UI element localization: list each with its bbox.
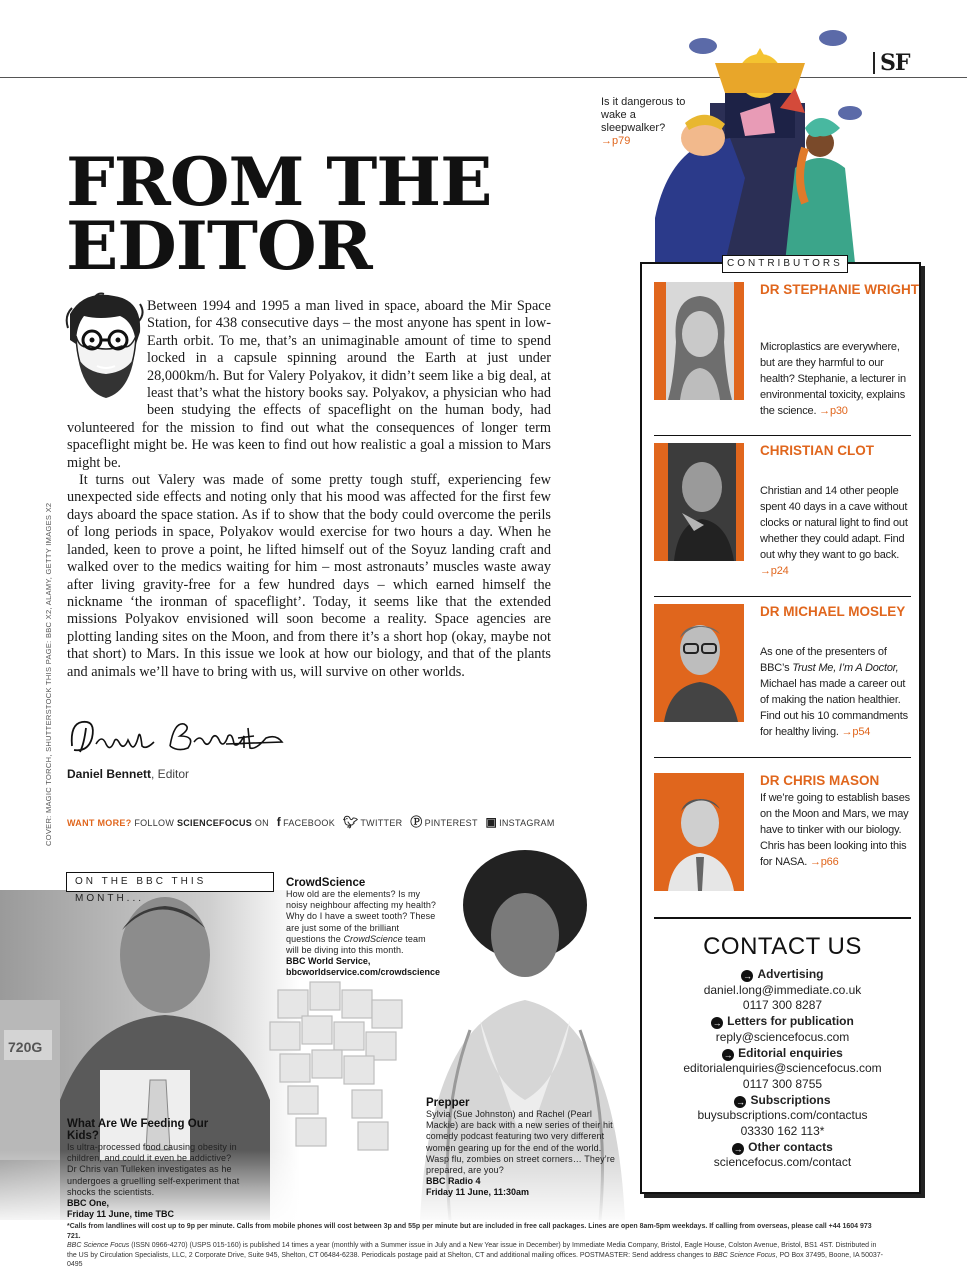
teaser-text: Is it dangerous to wake a sleepwalker?: [601, 96, 686, 134]
instagram-icon[interactable]: ▣: [485, 815, 498, 829]
editorial-body: [67, 298, 551, 681]
contributor-bio: Microplastics are everywhere, but are they harmful to our health? Stephanie, a lecturer in environmental toxicity, explains the science. →p30: [760, 341, 906, 417]
contact-heading-other: → Other contacts: [733, 1139, 833, 1154]
programme-channel: BBC Radio 4: [426, 1176, 481, 1187]
pinterest-icon[interactable]: Ⓟ: [410, 815, 423, 829]
brand-handle[interactable]: SCIENCEFOCUS: [176, 818, 253, 828]
contributor-photo: [654, 282, 744, 400]
contact-url[interactable]: buysubscriptions.com/contactus: [697, 1108, 868, 1123]
arrow-right-icon: →: [712, 1018, 722, 1029]
twitter-icon[interactable]: 🐦︎: [342, 815, 359, 829]
on-label: ON: [254, 818, 269, 828]
programme-title: CrowdScience: [286, 877, 366, 889]
contact-heading-advertising: → Advertising: [742, 967, 824, 981]
editor-byline: [67, 767, 189, 781]
contact-title: CONTACT US: [703, 933, 862, 960]
teaser-sleepwalker[interactable]: [601, 96, 686, 148]
contact-phone[interactable]: 0117 300 8287: [742, 998, 823, 1013]
programme-title: What Are We Feeding Our Kids?: [67, 1118, 209, 1142]
contributor-name: CHRISTIAN CLOT: [760, 443, 874, 458]
bbc-section-label: ON THE BBC THIS MONTH...: [66, 872, 274, 892]
programme-time: Friday 11 June, time TBC: [67, 1209, 175, 1220]
contact-phone[interactable]: 03330 162 113*: [740, 1124, 825, 1139]
programme-title: Prepper: [426, 1097, 470, 1109]
contributor-divider: [654, 435, 911, 436]
contributor-page-ref[interactable]: →p30: [819, 404, 848, 417]
contributor-page-ref[interactable]: →p54: [841, 725, 871, 738]
pinterest-link[interactable]: PINTEREST: [424, 818, 478, 828]
image-credits: COVER: MAGIC TORCH, SHUTTERSTOCK THIS PAGE: BBC X2, ALAMY, GETTY IMAGES X2: [44, 502, 53, 846]
facebook-link[interactable]: FACEBOOK: [283, 818, 335, 828]
follow-label: FOLLOW: [134, 818, 175, 828]
contributor-page-ref[interactable]: →p24: [760, 564, 789, 577]
legal-footer: [67, 1222, 887, 1270]
arrow-right-icon: →: [735, 1096, 745, 1107]
contributor-photo: [654, 443, 744, 561]
programme-channel: BBC One,: [67, 1198, 110, 1209]
contact-email[interactable]: editorialenquiries@sciencefocus.com: [683, 1061, 882, 1076]
instagram-link[interactable]: INSTAGRAM: [499, 818, 555, 828]
contact-email[interactable]: reply@sciencefocus.com: [715, 1029, 850, 1044]
contributor-bio: If we’re going to establish bases on the Moon and Mars, we may have to tinker with our biology. Chris has been looking into this for NASA. →p66: [760, 792, 910, 868]
editorial-paragraph: It turns out Valery was made of some pretty tough stuff, experiencing few unexpected side effects and noting only that his mood was affected for the first few days aboard the space station. As if to show that the body could overcome the perils of long periods in space, Polyakov would exercise for two hours a day. When he landed, keen to prove a point, he lifted himself out of the Soyuz landing craft and walked over to the medics waiting for him – most astronauts’ muscles waste away after living gravity-free for a few hundred days – which earned himself the nickname ‘the ironman of spaceflight’. Today, it seems like that the extended missions Polyakov envisioned will soon become a reality. Space agencies are plotting landing sites on the Moon, and from there it’s a short hop (okay, maybe not that short) to Mars. In this issue we look at how our biology, and that of the plants and animals we’ll have to bring with us, will survive on other worlds.: [67, 472, 551, 680]
programme-description: Is ultra-processed food causing obesity in children, and could it even be addictive? Dr Chris van Tulleken investigates as he undergoes a gruelling self-experiment that shocks the scientists.: [67, 1142, 240, 1197]
arrow-right-icon: →: [723, 1049, 733, 1060]
contributor-divider: [654, 917, 911, 919]
call-charges-note: *Calls from landlines will cost up to 9p per minute. Calls from mobile phones will cost between 3p and 55p per minute but are included in free call packages. Lines are open 8am-5pm weekdays. If calling from overseas, please call +44 1604 973 721.: [67, 1223, 872, 1240]
contact-phone[interactable]: 0117 300 8755: [742, 1076, 823, 1091]
contributor-photo: [654, 773, 744, 891]
logo-divider: [873, 52, 875, 74]
contributors-label: CONTRIBUTORS: [722, 255, 848, 273]
title-line-2: EDITOR: [66, 207, 372, 285]
editor-name: Daniel Bennett: [67, 767, 152, 781]
contributor-divider: [654, 596, 911, 597]
programme-time: Friday 11 June, 11:30am: [426, 1187, 530, 1198]
contact-url[interactable]: sciencefocus.com/contact: [713, 1155, 852, 1170]
contributor-photo: [654, 604, 744, 722]
contributor-name: DR STEPHANIE WRIGHT: [760, 282, 920, 297]
arrow-right-icon: →: [742, 971, 752, 981]
programme-channel: BBC World Service,: [286, 956, 371, 967]
twitter-link[interactable]: TWITTER: [360, 818, 403, 828]
want-more-label: WANT MORE?: [67, 818, 132, 828]
contributor-divider: [654, 757, 911, 758]
programme-description: Sylvia (Sue Johnston) and Rachel (Pearl Mackie) are back with a new series of their hit comedy podcast featuring two very different women gearing up for the end of the world. Wasp flu, zombies on street corners… They’re prepared, are you?: [426, 1109, 615, 1176]
title-line-1: FROM THE: [66, 143, 492, 221]
page-title: [66, 143, 648, 285]
package-label: 720G: [8, 1039, 43, 1055]
contributor-name: DR MICHAEL MOSLEY: [760, 604, 906, 619]
programme-description: How old are the elements? Is my noisy neighbour affecting my health? Why do I have a sweet tooth? These are just some of the brilliant questions the CrowdScience team will be diving into this month.: [286, 889, 437, 956]
contact-heading-subscriptions: → Subscriptions: [735, 1092, 831, 1107]
editor-role: , Editor: [151, 767, 190, 781]
programme-feeding-kids[interactable]: [67, 1118, 243, 1220]
contributor-name: DR CHRIS MASON: [760, 773, 880, 788]
magazine-logo[interactable]: SF: [880, 50, 910, 76]
editorial-paragraph: Between 1994 and 1995 a man lived in space, aboard the Mir Space Station, for 438 consecutive days – the most anyone has spent in low-Earth orbit. To me, that’s an unimaginable amount of time to spend locked in a capsule spinning around the Earth at just under 28,000km/h. But for Valery Polyakov, it didn’t seem like a big deal, at least that’s what the history books say. Polyakov, a physician who had been studying the effects of spaceflight on the human body, had volunteered for the mission to find out what the consequences of longer term spaceflight might be. He was keen to find out how realistic a goal a mission to Mars might be.: [67, 298, 551, 471]
contact-email[interactable]: daniel.long@immediate.co.uk: [703, 982, 862, 997]
programme-prepper[interactable]: [426, 1097, 622, 1199]
teaser-page-ref[interactable]: →p79: [601, 135, 631, 147]
contributor-page-ref[interactable]: →p66: [809, 855, 839, 868]
sleepwalker-illustration: [655, 28, 870, 263]
contact-list: [654, 967, 911, 1171]
publication-notice: BBC Science Focus (ISSN 0966-4270) (USPS 015-160) is published 14 times a year (monthly with a Summer issue in July and a New Year issue in December) by Immediate Media Company, Bristol, Eagle House, Colston Avenue, Bristol, BS1 4ST. Distributed in the US by Circulation Specialists, LLC, 2 Corporate Drive, Suite 945, Shelton, CT 06484-6238. Periodicals postage paid at Shelton, CT and additional mailing offices. POSTMASTER: Send address changes to BBC Science Focus, PO Box 37495, Boone, IA 50037-0495: [67, 1242, 883, 1269]
contributor-bio: As one of the presenters of BBC’s Trust Me, I’m A Doctor, Michael has made a career out of making the nation healthier. Find out his 10 commandments for healthy living. →p54: [760, 646, 908, 738]
editor-signature: [66, 708, 286, 764]
contact-heading-letters: → Letters for publication: [712, 1014, 854, 1029]
arrow-right-icon: →: [733, 1143, 743, 1154]
programme-crowdscience[interactable]: [286, 877, 441, 979]
contributor-bio: Christian and 14 other people spent 40 days in a cave without clocks or natural light to find out whether they could adapt. Find out why they want to go back. →p24: [760, 485, 908, 577]
social-follow-bar: [67, 813, 555, 830]
programme-url[interactable]: bbcworldservice.com/crowdscience: [286, 967, 441, 978]
facebook-icon[interactable]: f: [276, 815, 282, 829]
contact-heading-editorial: → Editorial enquiries: [723, 1045, 843, 1060]
